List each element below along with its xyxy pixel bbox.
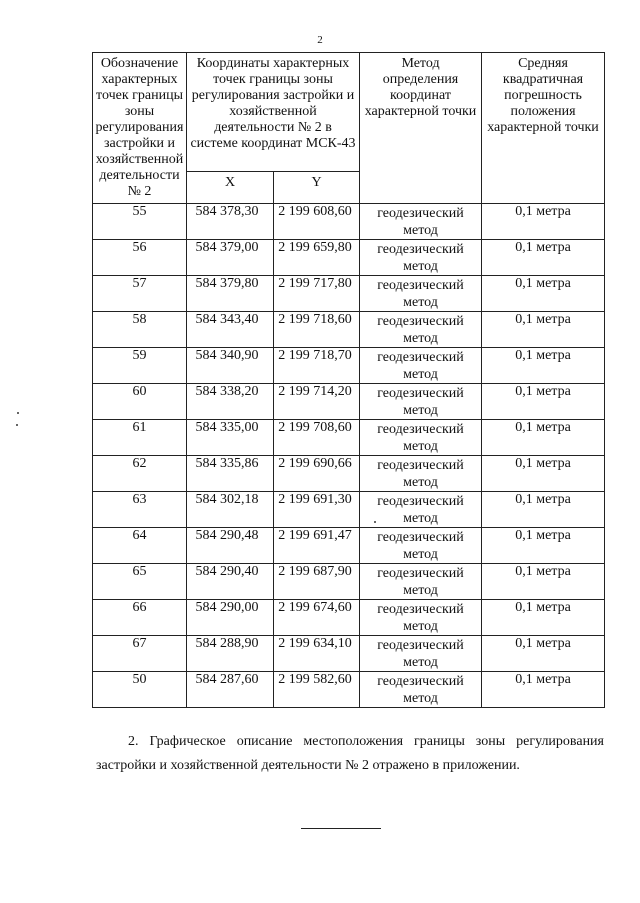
cell-method: геодезический метод: [360, 240, 482, 276]
table-row: [93, 600, 605, 636]
cell-y: 2 199 690,66: [274, 456, 360, 492]
table-row: [93, 420, 605, 456]
table-row: [93, 384, 605, 420]
cell-error: 0,1 метра: [482, 528, 605, 564]
cell-error: 0,1 метра: [482, 348, 605, 384]
cell-point: 66: [93, 600, 187, 636]
cell-y: 2 199 718,70: [274, 348, 360, 384]
cell-y: 2 199 708,60: [274, 420, 360, 456]
cell-error: 0,1 метра: [482, 636, 605, 672]
cell-method: геодезический метод: [360, 528, 482, 564]
table-row: [93, 312, 605, 348]
cell-error: 0,1 метра: [482, 564, 605, 600]
cell-method: геодезический метод: [360, 312, 482, 348]
cell-point: 57: [93, 276, 187, 312]
cell-point: 65: [93, 564, 187, 600]
table-row: [93, 564, 605, 600]
scan-speck: [17, 412, 19, 414]
cell-error: 0,1 метра: [482, 240, 605, 276]
cell-y: 2 199 582,60: [274, 672, 360, 708]
header-x: X: [187, 171, 274, 203]
cell-error: 0,1 метра: [482, 456, 605, 492]
cell-x: 584 378,30: [187, 204, 274, 240]
cell-y: 2 199 718,60: [274, 312, 360, 348]
cell-method: геодезический метод: [360, 276, 482, 312]
cell-error: 0,1 метра: [482, 672, 605, 708]
cell-point: 62: [93, 456, 187, 492]
cell-point: 50: [93, 672, 187, 708]
cell-y: 2 199 691,30: [274, 492, 360, 528]
cell-x: 584 302,18: [187, 492, 274, 528]
table-row: [93, 528, 605, 564]
cell-x: 584 379,80: [187, 276, 274, 312]
cell-x: 584 290,00: [187, 600, 274, 636]
cell-x: 584 290,40: [187, 564, 274, 600]
cell-method: геодезический метод: [360, 672, 482, 708]
cell-x: 584 335,86: [187, 456, 274, 492]
table-row: [93, 240, 605, 276]
cell-y: 2 199 687,90: [274, 564, 360, 600]
cell-point: 61: [93, 420, 187, 456]
cell-method: геодезический метод: [360, 204, 482, 240]
cell-x: 584 288,90: [187, 636, 274, 672]
cell-method: геодезический метод: [360, 492, 482, 528]
table-row: [93, 204, 605, 240]
table-row: [93, 636, 605, 672]
cell-point: 64: [93, 528, 187, 564]
cell-x: 584 335,00: [187, 420, 274, 456]
scan-speck: [16, 424, 18, 426]
cell-point: 67: [93, 636, 187, 672]
scan-speck: [374, 521, 376, 523]
cell-y: 2 199 691,47: [274, 528, 360, 564]
header-point-designation: Обозначение характерных точек границы зоны регулирования застройки и хозяйственной деятельности № 2: [93, 53, 187, 204]
header-y: Y: [274, 171, 360, 203]
cell-point: 55: [93, 204, 187, 240]
cell-method: геодезический метод: [360, 600, 482, 636]
cell-y: 2 199 608,60: [274, 204, 360, 240]
cell-method: геодезический метод: [360, 564, 482, 600]
cell-point: 63: [93, 492, 187, 528]
cell-point: 56: [93, 240, 187, 276]
cell-method: геодезический метод: [360, 384, 482, 420]
cell-method: геодезический метод: [360, 348, 482, 384]
closing-rule: [301, 828, 381, 829]
cell-method: геодезический метод: [360, 420, 482, 456]
cell-y: 2 199 717,80: [274, 276, 360, 312]
cell-y: 2 199 634,10: [274, 636, 360, 672]
cell-error: 0,1 метра: [482, 204, 605, 240]
table-row: [93, 456, 605, 492]
cell-x: 584 287,60: [187, 672, 274, 708]
cell-y: 2 199 674,60: [274, 600, 360, 636]
header-method: Метод определения координат характерной точки: [360, 53, 482, 204]
cell-y: 2 199 714,20: [274, 384, 360, 420]
cell-method: геодезический метод: [360, 636, 482, 672]
cell-x: 584 343,40: [187, 312, 274, 348]
cell-error: 0,1 метра: [482, 600, 605, 636]
table-row: [93, 276, 605, 312]
cell-y: 2 199 659,80: [274, 240, 360, 276]
table-row: [93, 672, 605, 708]
coordinates-table: [92, 52, 605, 708]
cell-point: 59: [93, 348, 187, 384]
cell-x: 584 379,00: [187, 240, 274, 276]
cell-x: 584 338,20: [187, 384, 274, 420]
cell-x: 584 290,48: [187, 528, 274, 564]
cell-x: 584 340,90: [187, 348, 274, 384]
table-row: [93, 348, 605, 384]
header-coordinates: Координаты характерных точек границы зоны регулирования застройки и хозяйственной деятельности № 2 в системе координат МСК-43: [187, 53, 360, 172]
cell-error: 0,1 метра: [482, 276, 605, 312]
graphic-description-note: 2. Графическое описание местоположения границы зоны регулирования застройки и хозяйственной деятельности № 2 отражено в приложении.: [96, 734, 604, 773]
cell-point: 58: [93, 312, 187, 348]
cell-point: 60: [93, 384, 187, 420]
cell-error: 0,1 метра: [482, 384, 605, 420]
table-row: [93, 492, 605, 528]
page-number: 2: [317, 34, 323, 46]
cell-error: 0,1 метра: [482, 492, 605, 528]
cell-error: 0,1 метра: [482, 420, 605, 456]
cell-method: геодезический метод: [360, 456, 482, 492]
header-error: Средняя квадратичная погрешность положения характерной точки: [482, 53, 605, 204]
table-header-row: [93, 53, 605, 172]
cell-error: 0,1 метра: [482, 312, 605, 348]
